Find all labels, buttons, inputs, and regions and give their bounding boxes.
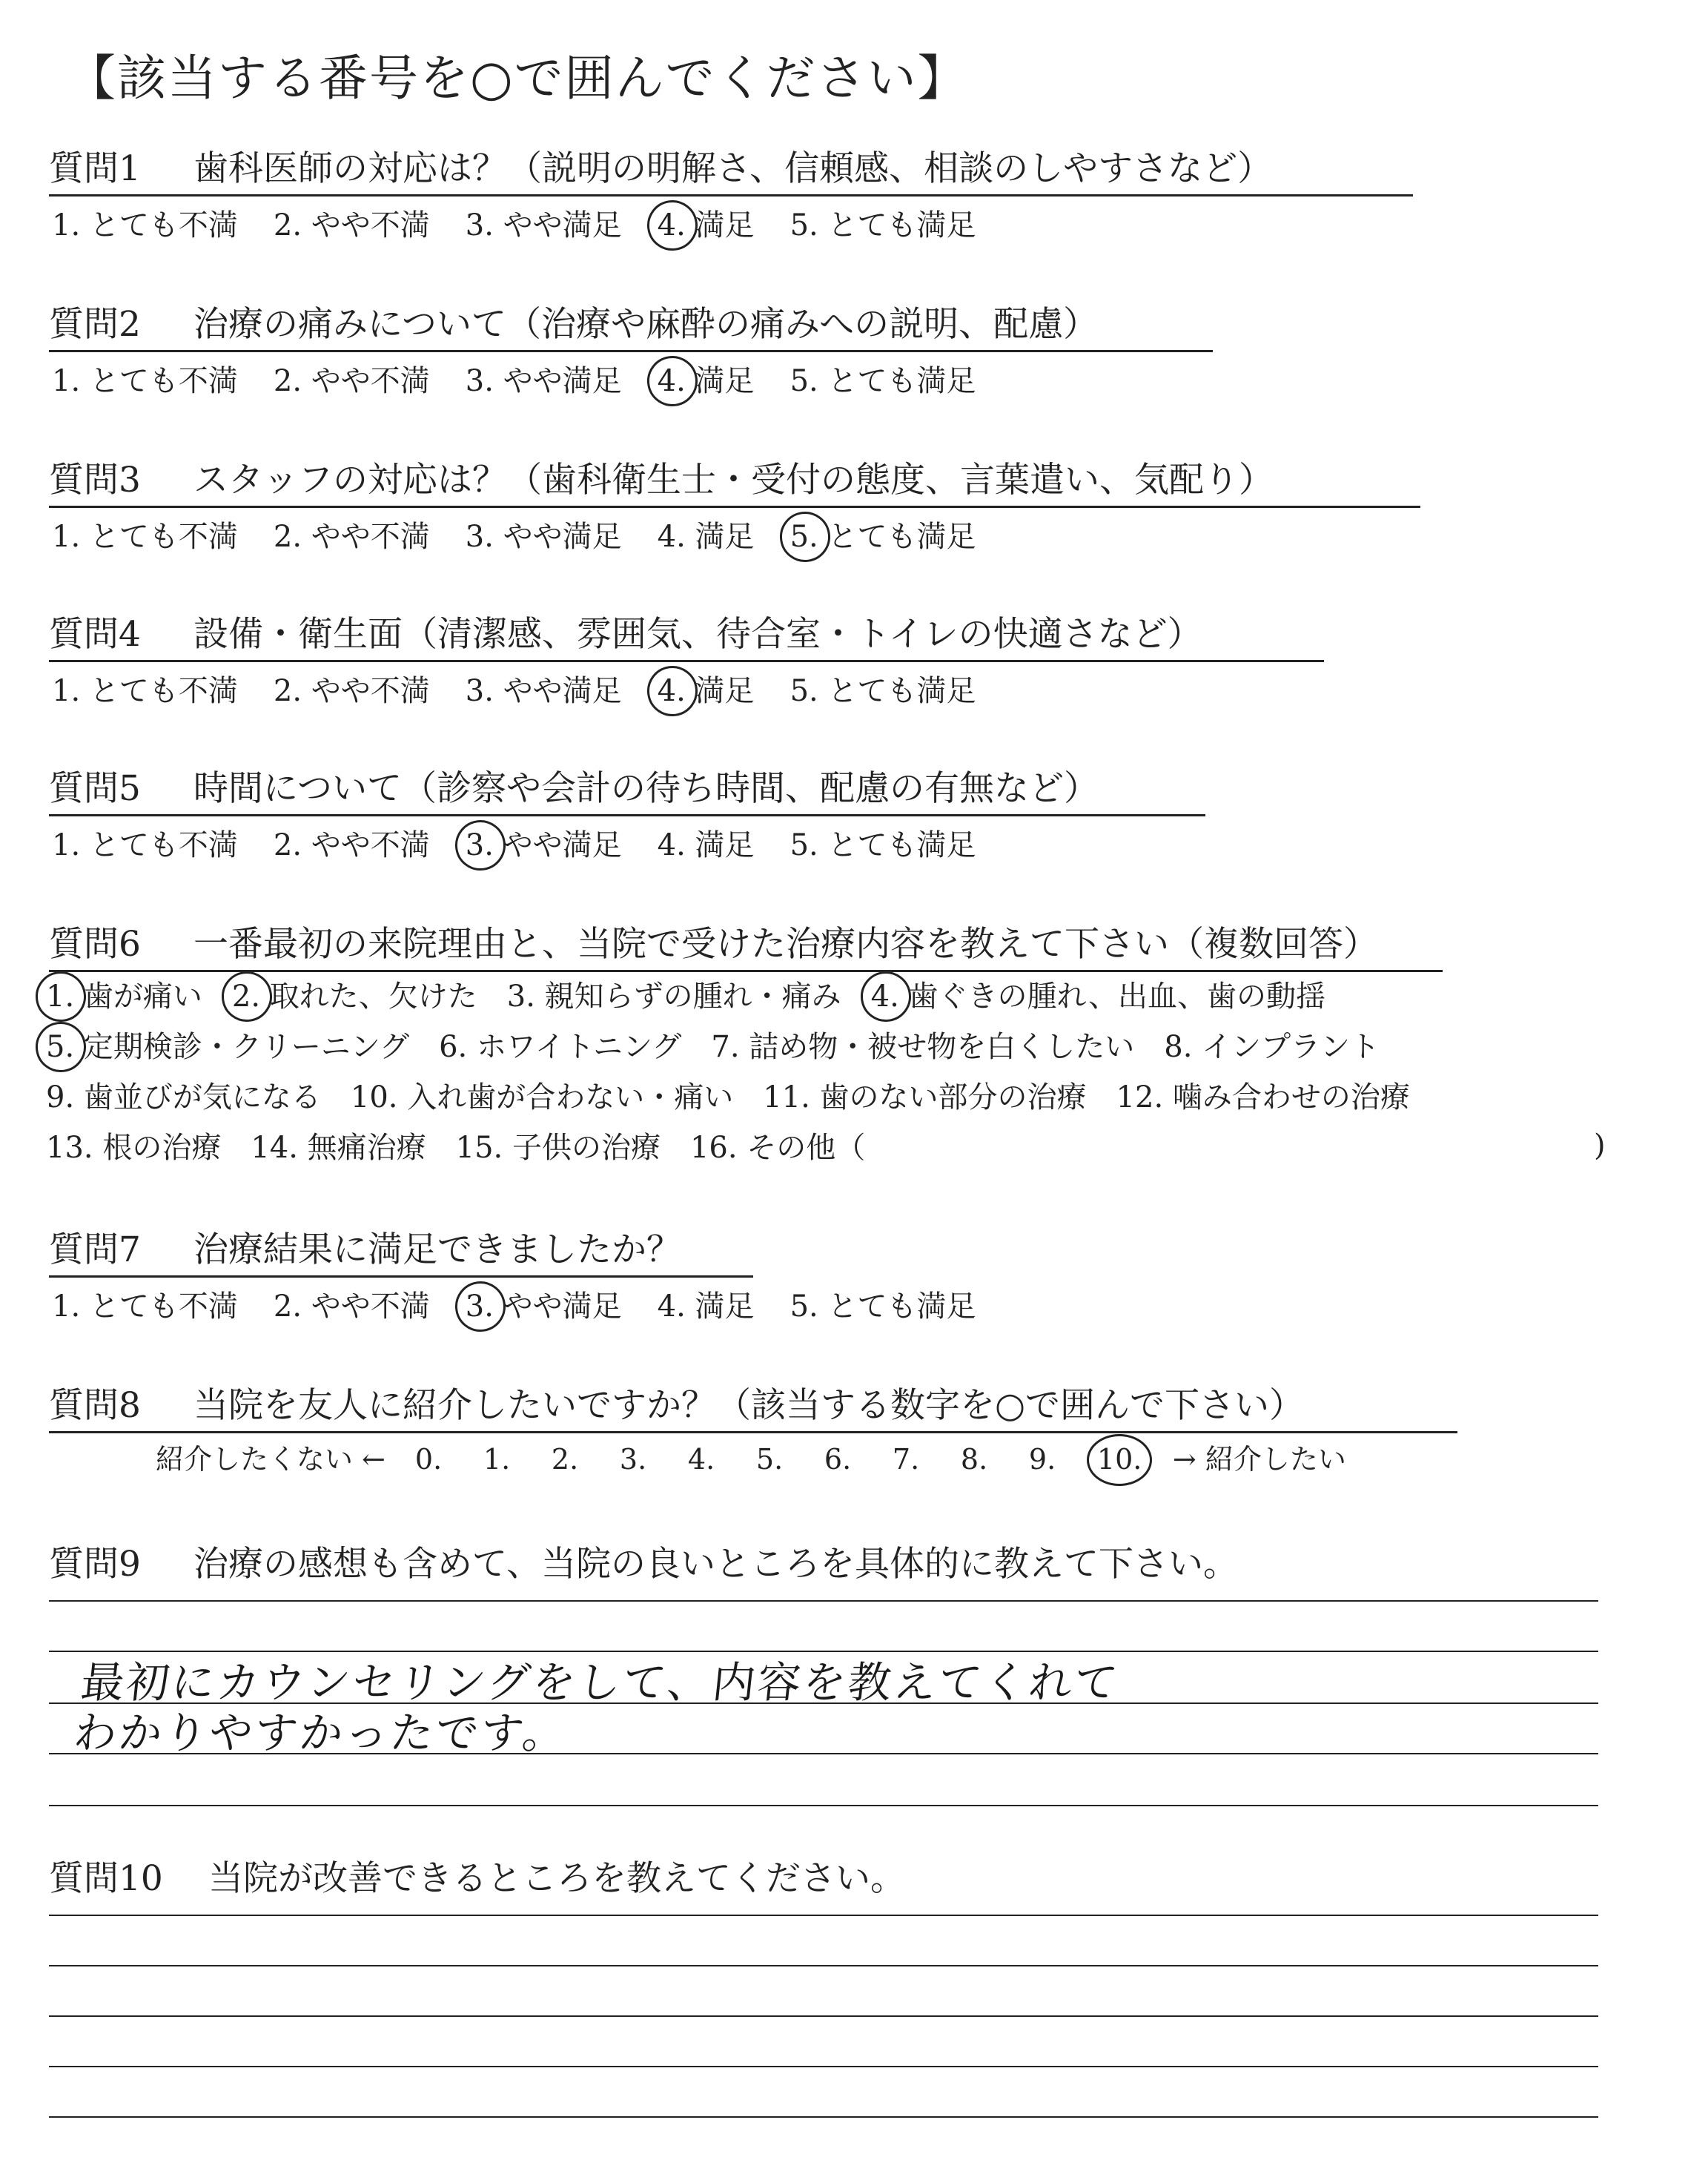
question-2-header	[49, 303, 1098, 347]
question-9-header	[49, 1542, 1238, 1587]
scale-number-8[interactable]: 8.	[960, 1443, 988, 1476]
question-2-options	[52, 362, 1011, 400]
question-5-underline	[49, 814, 1205, 816]
option-1[interactable]: 1. とても不満	[52, 520, 238, 554]
q6-option-10[interactable]: 10. 入れ歯が合わない・痛い	[350, 1080, 734, 1114]
question-9-number: 質問9	[49, 1544, 141, 1585]
question-8-scale	[156, 1440, 1346, 1479]
handwritten-answer-line-2: わかりやすかったです。	[70, 1708, 571, 1758]
q6-option-6[interactable]: 6. ホワイトニング	[439, 1030, 682, 1064]
question-6-text: 一番最初の来院理由と、当院で受けた治療内容を教えて下さい（複数回答）	[193, 924, 1378, 965]
answer-line	[49, 2015, 1598, 2017]
option-1[interactable]: 1. とても不満	[52, 208, 238, 242]
question-6-number: 質問6	[49, 924, 141, 965]
question-7-number: 質問7	[49, 1229, 141, 1270]
question-7-underline	[49, 1275, 753, 1278]
option-3[interactable]: 3. やや満足	[466, 826, 622, 865]
option-3[interactable]: 3. やや満足	[465, 208, 622, 242]
option-3[interactable]: 3. やや満足	[465, 520, 622, 554]
question-4-underline	[49, 660, 1324, 662]
question-2-number: 質問2	[49, 304, 141, 345]
question-1-number: 質問1	[49, 148, 141, 189]
scale-number-6[interactable]: 6.	[824, 1443, 852, 1476]
option-4[interactable]: 4. 満足	[657, 828, 755, 862]
question-1-options	[52, 206, 1011, 245]
option-1[interactable]: 1. とても不満	[52, 1289, 238, 1324]
question-1-underline	[49, 194, 1413, 196]
answer-line	[49, 2066, 1598, 2067]
question-7-header	[49, 1228, 681, 1272]
question-10-number: 質問10	[49, 1858, 163, 1899]
q6-option-14[interactable]: 14. 無痛治療	[251, 1131, 426, 1165]
question-6-row-3	[46, 1078, 1440, 1117]
scale-number-3[interactable]: 3.	[619, 1443, 647, 1476]
scale-number-0[interactable]: 0.	[414, 1443, 443, 1476]
question-3-header	[49, 458, 1274, 503]
q6-option-12[interactable]: 12. 噛み合わせの治療	[1116, 1080, 1410, 1114]
question-6-other-close: )	[1594, 1129, 1606, 1163]
question-8-number: 質問8	[49, 1385, 141, 1426]
question-6-underline	[49, 970, 1443, 972]
scale-number-5[interactable]: 5.	[755, 1443, 784, 1476]
option-2[interactable]: 2. やや不満	[273, 520, 430, 554]
question-7-options	[52, 1287, 1011, 1326]
option-3[interactable]: 3. やや満足	[466, 1287, 622, 1326]
question-6-header	[49, 922, 1378, 967]
option-3[interactable]: 3. やや満足	[465, 364, 622, 398]
q6-option-7[interactable]: 7. 詰め物・被せ物を白くしたい	[711, 1030, 1135, 1064]
scale-number-2[interactable]: 2.	[551, 1443, 579, 1476]
answer-line	[49, 1915, 1598, 1916]
scale-number-4[interactable]: 4.	[687, 1443, 715, 1476]
option-2[interactable]: 2. やや不満	[273, 828, 430, 862]
option-3[interactable]: 3. やや満足	[465, 674, 622, 708]
question-2-underline	[49, 350, 1213, 352]
option-1[interactable]: 1. とても不満	[52, 364, 238, 398]
question-8-underline	[49, 1431, 1457, 1433]
handwritten-answer-line-1: 最初にカウンセリングをして、内容を教えてくれて	[78, 1657, 1122, 1708]
question-4-header	[49, 612, 1202, 657]
question-9-text: 治療の感想も含めて、当院の良いところを具体的に教えて下さい。	[193, 1544, 1239, 1585]
question-4-options	[52, 672, 1011, 710]
q6-option-1[interactable]: 1. 歯が痛い	[46, 977, 202, 1016]
question-5-text: 時間について（診察や会計の待ち時間、配慮の有無など）	[193, 768, 1099, 809]
option-4[interactable]: 4. 満足	[658, 672, 755, 710]
option-5[interactable]: 5. とても満足	[790, 364, 976, 398]
q6-option-13[interactable]: 13. 根の治療	[46, 1131, 222, 1165]
q6-option-5[interactable]: 5. 定期検診・クリーニング	[46, 1028, 409, 1066]
scale-number-1[interactable]: 1.	[483, 1443, 511, 1476]
option-5[interactable]: 5. とても満足	[790, 828, 976, 862]
question-10-text: 当院が改善できるところを教えてください。	[208, 1858, 905, 1899]
question-1-header	[49, 147, 1272, 191]
question-6-row-4	[46, 1129, 895, 1167]
option-4[interactable]: 4. 満足	[658, 362, 755, 400]
question-4-text: 設備・衛生面（清潔感、雰囲気、待合室・トイレの快適さなど）	[193, 614, 1202, 655]
question-3-underline	[49, 506, 1420, 508]
scale-number-9[interactable]: 9.	[1028, 1443, 1056, 1476]
option-2[interactable]: 2. やや不満	[273, 364, 430, 398]
q6-option-4[interactable]: 4. 歯ぐきの腫れ、出血、歯の動揺	[871, 977, 1325, 1016]
option-2[interactable]: 2. やや不満	[273, 208, 430, 242]
scale-number-10[interactable]: 10.	[1097, 1440, 1165, 1479]
scale-number-7[interactable]: 7.	[892, 1443, 920, 1476]
scale-numbers	[415, 1443, 1165, 1476]
question-3-options	[52, 518, 1011, 556]
option-5[interactable]: 5. とても満足	[790, 208, 976, 242]
option-2[interactable]: 2. やや不満	[273, 674, 430, 708]
option-5[interactable]: 5. とても満足	[790, 518, 976, 556]
question-3-number: 質問3	[49, 460, 141, 501]
question-2-text: 治療の痛みについて（治療や麻酔の痛みへの説明、配慮）	[193, 304, 1099, 345]
question-1-text: 歯科医師の対応は？（説明の明解さ、信頼感、相談のしやすさなど）	[193, 148, 1273, 189]
option-4[interactable]: 4. 満足	[657, 520, 755, 554]
q6-option-9[interactable]: 9. 歯並びが気になる	[46, 1080, 321, 1114]
answer-line	[49, 1965, 1598, 1966]
question-8-header	[49, 1384, 1304, 1428]
question-10-header	[49, 1857, 905, 1901]
question-5-header	[49, 767, 1099, 811]
question-4-number: 質問4	[49, 614, 141, 655]
question-8-text: 当院を友人に紹介したいですか？（該当する数字を○で囲んで下さい）	[193, 1385, 1305, 1426]
option-5[interactable]: 5. とても満足	[790, 674, 976, 708]
q6-option-15[interactable]: 15. 子供の治療	[455, 1131, 661, 1165]
option-1[interactable]: 1. とても不満	[52, 674, 238, 708]
option-4[interactable]: 4. 満足	[658, 206, 755, 245]
q6-option-3[interactable]: 3. 親知らずの腫れ・痛み	[506, 980, 841, 1014]
question-6-row-1	[46, 977, 1355, 1016]
option-4[interactable]: 4. 満足	[657, 1289, 755, 1324]
q6-option-16[interactable]: 16. その他（	[689, 1131, 866, 1165]
option-2[interactable]: 2. やや不満	[273, 1289, 430, 1324]
page-title: 【該当する番号を○で囲んでください】	[67, 50, 968, 107]
question-7-text: 治療結果に満足できましたか？	[193, 1229, 681, 1270]
scale-left-label: 紹介したくない ←	[156, 1443, 385, 1476]
question-6-row-2	[46, 1028, 1409, 1066]
question-3-text: スタッフの対応は？（歯科衛生士・受付の態度、言葉遣い、気配り）	[193, 460, 1274, 501]
question-5-options	[52, 826, 1011, 865]
answer-line	[49, 1805, 1598, 1806]
scale-right-label: → 紹介したい	[1172, 1443, 1346, 1476]
option-5[interactable]: 5. とても満足	[790, 1289, 976, 1324]
answer-line	[49, 1600, 1598, 1602]
question-5-number: 質問5	[49, 768, 141, 809]
q6-option-8[interactable]: 8. インプラント	[1164, 1030, 1380, 1064]
answer-line	[49, 2116, 1598, 2118]
option-1[interactable]: 1. とても不満	[52, 828, 238, 862]
q6-option-2[interactable]: 2. 取れた、欠けた	[232, 977, 477, 1016]
q6-option-11[interactable]: 11. 歯のない部分の治療	[763, 1080, 1087, 1114]
